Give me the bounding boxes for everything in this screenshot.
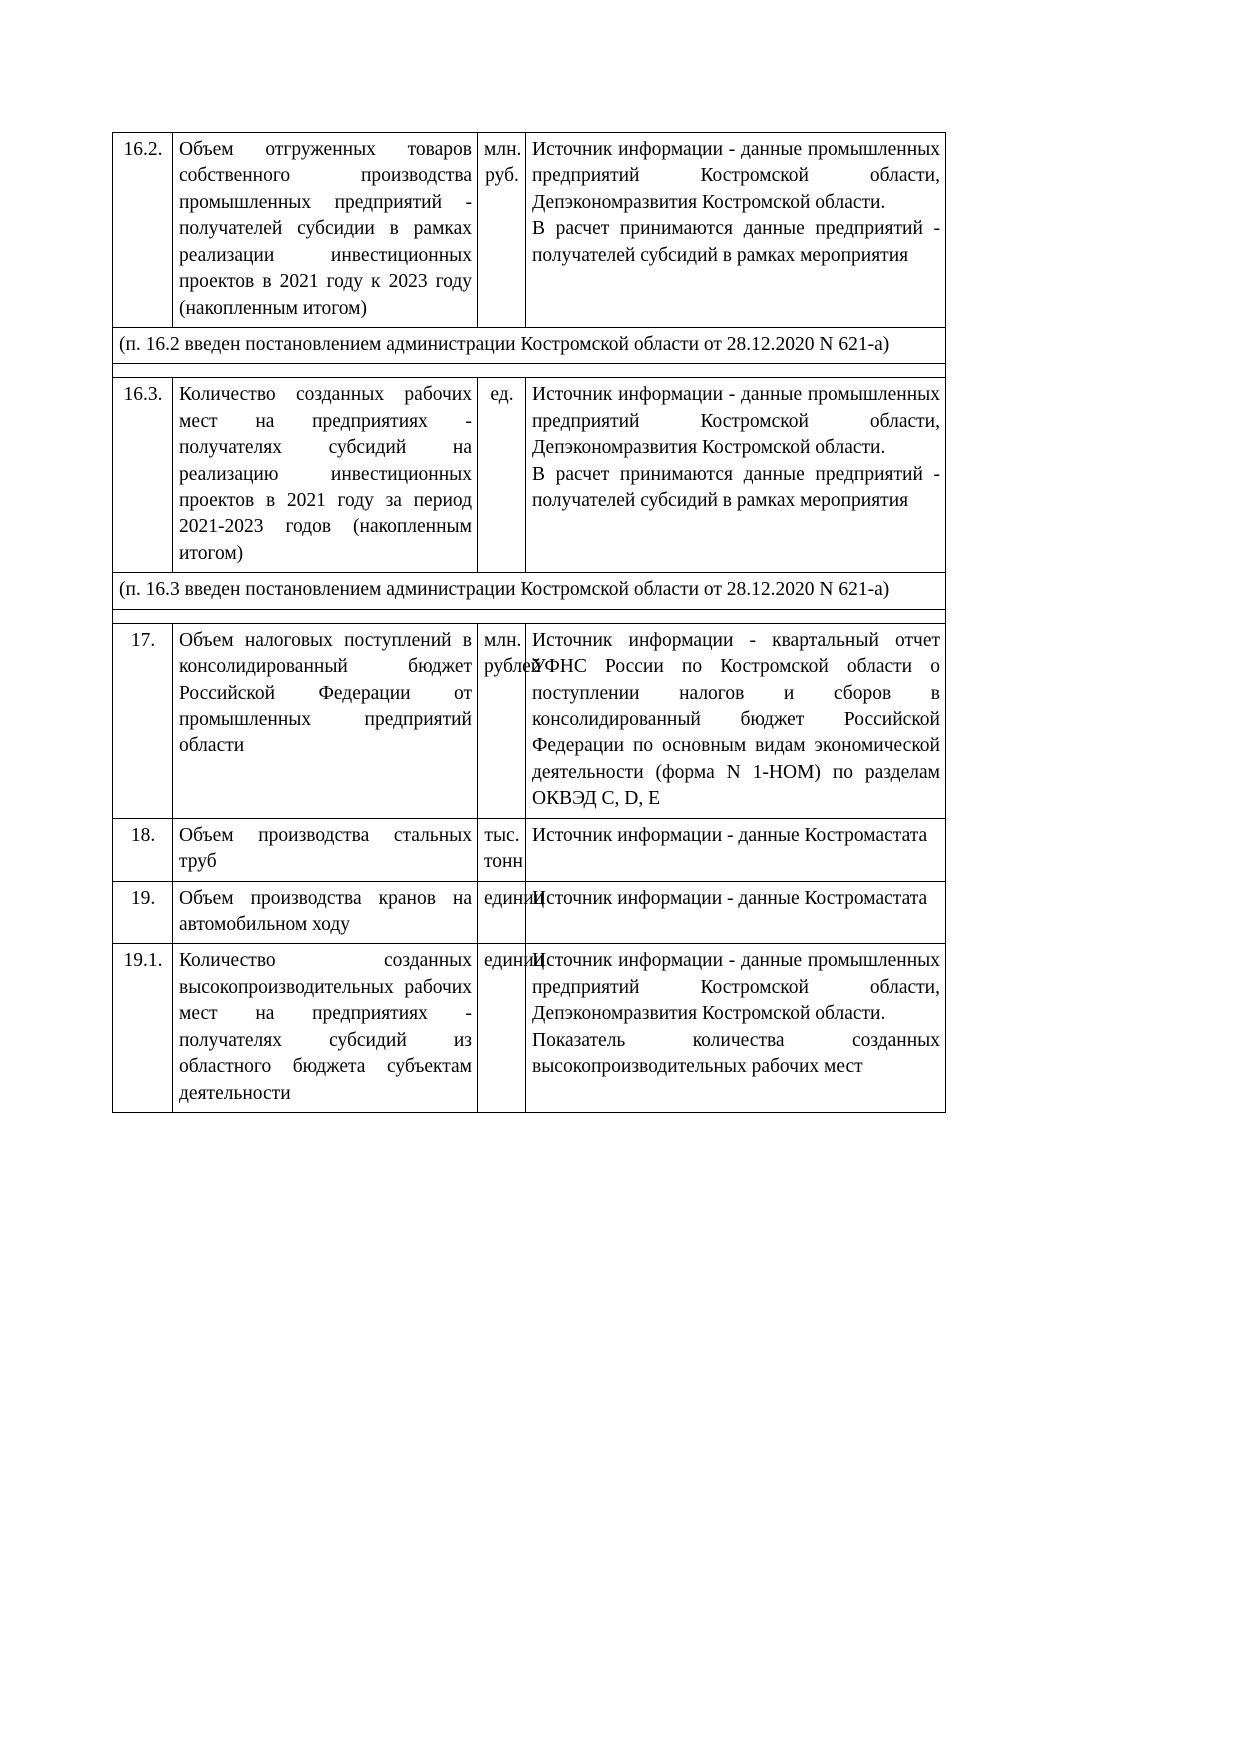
source-paragraph: Источник информации - квартальный отчет УФНС России по Костромской области о поступлении налогов и сборов в консолидированный бюджет Российской Федерации по основным видам экономической деятельности (форма N 1-НОМ) по разделам ОКВЭД C, D, E [532,629,940,810]
row-unit: млн. руб. [478,133,526,328]
source-paragraph: В расчет принимаются данные предприятий - получателей субсидий в рамках мероприятия [532,463,940,512]
source-paragraph: Показатель количества созданных высокопроизводительных рабочих мест [532,1029,940,1078]
row-indicator-name: Объем отгруженных товаров собственного производства промышленных предприятий - получателей субсидии в рамках реализации инвестиционных проектов в 2021 году к 2023 году (накопленным итогом) [173,133,478,328]
row-indicator-name: Количество созданных рабочих мест на предприятиях - получателях субсидий на реализацию инвестиционных проектов в 2021 году за период 2021-2023 годов (накопленным итогом) [173,378,478,573]
spacer-cell [113,364,946,378]
table-spacer-row [113,609,946,623]
row-number: 19.1. [113,944,173,1113]
row-number: 19. [113,881,173,944]
row-source [526,881,946,944]
row-indicator-name: Количество созданных высокопроизводительных рабочих мест на предприятиях - получателях субсидий из областного бюджета субъектам деятельности [173,944,478,1113]
table-row [113,623,946,818]
table-note-row [113,573,946,609]
row-source [526,378,946,573]
indicators-table [112,132,946,1113]
row-unit: ед. [478,378,526,573]
row-source [526,133,946,328]
table-row [113,133,946,328]
row-indicator-name: Объем производства кранов на автомобильном ходу [173,881,478,944]
row-unit: тыс. тонн [478,818,526,881]
row-unit: единиц [478,881,526,944]
amendment-note: (п. 16.3 введен постановлением администрации Костромской области от 28.12.2020 N 621-а) [113,573,946,609]
table-row [113,944,946,1113]
spacer-cell [113,609,946,623]
row-source [526,944,946,1113]
table-note-row [113,327,946,363]
source-paragraph: В расчет принимаются данные предприятий - получателей субсидий в рамках мероприятия [532,218,940,266]
row-unit: единиц [478,944,526,1113]
row-number: 18. [113,818,173,881]
row-source [526,818,946,881]
row-indicator-name: Объем налоговых поступлений в консолидированный бюджет Российской Федерации от промышленных предприятий области [173,623,478,818]
row-number: 16.2. [113,133,173,328]
amendment-note: (п. 16.2 введен постановлением администрации Костромской области от 28.12.2020 N 621-а) [113,327,946,363]
source-paragraph: Источник информации - данные Костромастата [532,824,928,846]
row-source [526,623,946,818]
source-paragraph: Источник информации - данные Костромастата [532,887,928,909]
table-row [113,378,946,573]
table-body [113,133,946,1113]
row-indicator-name: Объем производства стальных труб [173,818,478,881]
table-spacer-row [113,364,946,378]
source-paragraph: Источник информации - данные промышленных предприятий Костромской области, Депэкономразвития Костромской области. [532,384,940,459]
row-number: 16.3. [113,378,173,573]
table-row [113,818,946,881]
source-paragraph: Источник информации - данные промышленных предприятий Костромской области, Депэкономразвития Костромской области. [532,139,940,213]
source-paragraph: Источник информации - данные промышленных предприятий Костромской области, Депэкономразвития Костромской области. [532,950,940,1025]
row-number: 17. [113,623,173,818]
table-row [113,881,946,944]
row-unit: млн. рублей [478,623,526,818]
